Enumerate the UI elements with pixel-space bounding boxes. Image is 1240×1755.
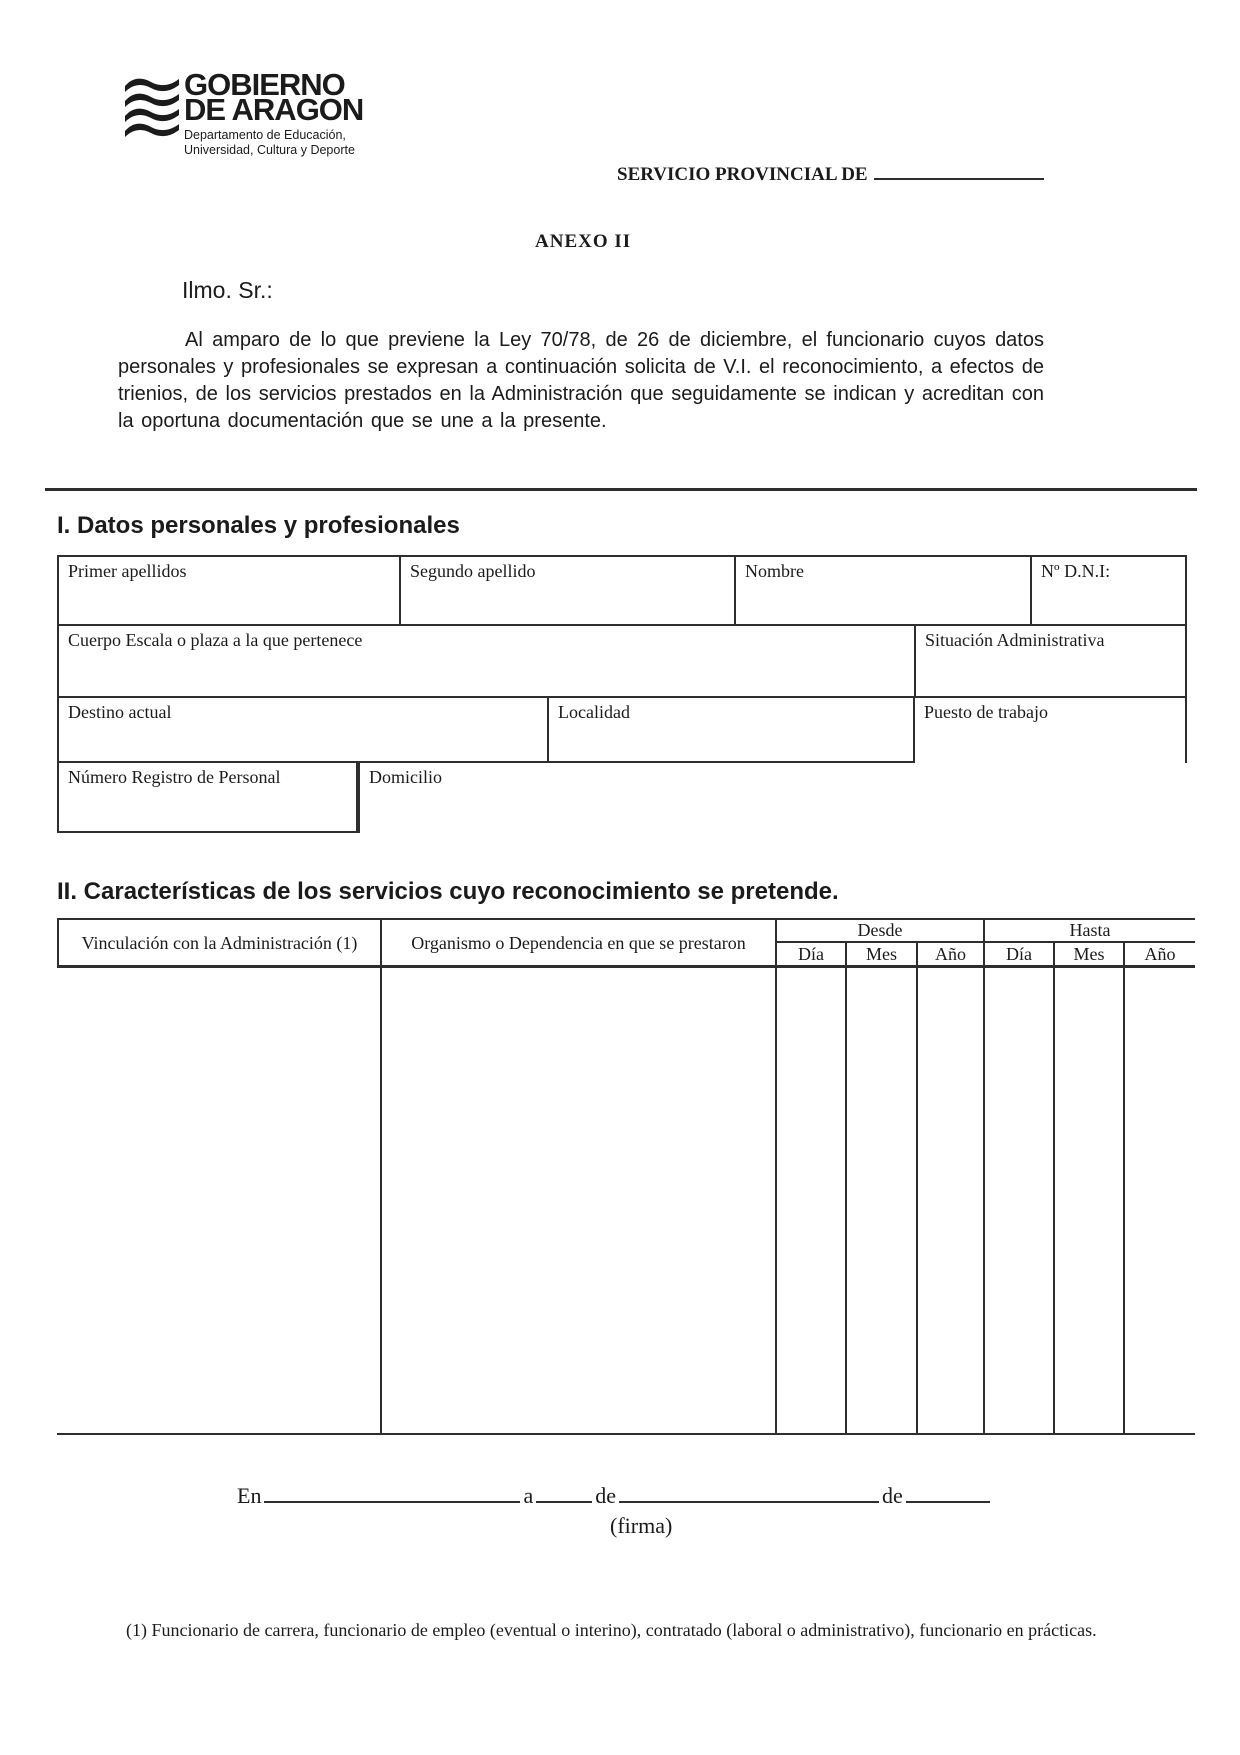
table-row	[57, 626, 1187, 698]
date-columns-header	[777, 920, 1195, 965]
field-label: Nº D.N.I:	[1041, 561, 1111, 581]
field-segundo-apellido[interactable]	[399, 557, 734, 624]
field-label: Cuerpo Escala o plaza a la que pertenece	[68, 630, 363, 650]
field-nombre[interactable]	[734, 557, 1030, 624]
section-divider-rule	[45, 488, 1197, 491]
personal-data-table	[57, 555, 1187, 833]
sig-en-label: En	[237, 1483, 262, 1508]
services-table-header	[57, 918, 1195, 968]
field-cuerpo-escala[interactable]	[59, 626, 914, 696]
column-line	[1123, 968, 1125, 1433]
date-sub-row	[777, 943, 1195, 965]
intro-paragraph: Al amparo de lo que previene la Ley 70/78, de 26 de diciembre, el funcionario cuyos datos personales y profesionales se expresan a continuación solicita de V.I. el reconocimiento, a efectos de trienios, de los servicios prestados en la Administración que seguidamente se indican y acreditan con la oportuna documentación que se une a la presente.	[118, 329, 1044, 432]
column-header-desde-ano: Año	[918, 943, 985, 965]
sig-day-blank[interactable]	[536, 1481, 592, 1503]
field-puesto-trabajo[interactable]	[913, 698, 1185, 763]
column-header-organismo: Organismo o Dependencia en que se prestaron	[382, 920, 777, 965]
field-situacion-administrativa[interactable]	[914, 626, 1185, 696]
field-label: Primer apellidos	[68, 561, 187, 581]
column-header-vinculacion: Vinculación con la Administración (1)	[59, 920, 382, 965]
sig-de2-label: de	[881, 1483, 903, 1508]
table-row	[57, 763, 1187, 833]
column-header-hasta-mes: Mes	[1055, 943, 1125, 965]
column-line	[380, 968, 382, 1433]
logo-name-line1: GOBIERNO	[184, 67, 345, 102]
column-header-desde-mes: Mes	[847, 943, 918, 965]
logo-dept-line2: Universidad, Cultura y Deporte	[184, 143, 355, 157]
date-group-row	[777, 920, 1195, 943]
sig-year-blank[interactable]	[906, 1481, 990, 1503]
field-label: Número Registro de Personal	[68, 767, 281, 787]
sig-place-blank[interactable]	[264, 1481, 520, 1503]
anexo-title: ANEXO II	[535, 231, 632, 252]
field-primer-apellido[interactable]	[59, 557, 399, 624]
field-label: Puesto de trabajo	[924, 702, 1048, 722]
logo-name-line2: DE ARAGON	[184, 92, 364, 127]
servicio-provincial-label: SERVICIO PROVINCIAL DE	[617, 164, 868, 185]
firma-label: (firma)	[610, 1513, 673, 1538]
aragon-logo-icon	[125, 76, 179, 138]
services-rows-area[interactable]	[57, 968, 1195, 1435]
field-label: Domicilio	[369, 767, 442, 787]
column-line	[983, 968, 985, 1433]
gobierno-aragon-logo	[125, 67, 364, 158]
field-label: Nombre	[745, 561, 804, 581]
column-line	[916, 968, 918, 1433]
column-group-desde: Desde	[777, 920, 985, 941]
field-numero-registro[interactable]	[59, 763, 358, 833]
column-header-hasta-ano: Año	[1144, 943, 1176, 964]
field-domicilio[interactable]	[358, 763, 1187, 833]
column-line	[1053, 968, 1055, 1433]
section1-title: I. Datos personales y profesionales	[57, 512, 460, 539]
field-label: Localidad	[558, 702, 630, 722]
field-label: Destino actual	[68, 702, 172, 722]
sig-a-label: a	[523, 1483, 534, 1508]
logo-dept-line1: Departamento de Educación,	[184, 128, 346, 142]
field-label: Situación Administrativa	[925, 630, 1105, 650]
servicio-provincial-blank[interactable]	[874, 160, 1044, 180]
column-group-hasta: Hasta	[1069, 920, 1111, 940]
table-row	[57, 555, 1187, 626]
field-dni[interactable]	[1030, 557, 1185, 624]
sig-de1-label: de	[595, 1483, 616, 1508]
footnote: (1) Funcionario de carrera, funcionario de empleo (eventual o interino), contratado (laboral o administrativo), funcionario en prácticas.	[126, 1620, 1097, 1640]
field-localidad[interactable]	[547, 698, 913, 763]
signature-line	[237, 1481, 993, 1509]
salutation: Ilmo. Sr.:	[182, 277, 273, 303]
column-header-desde-dia: Día	[777, 943, 847, 965]
sig-month-blank[interactable]	[619, 1481, 879, 1503]
column-header-hasta-dia: Día	[985, 943, 1055, 965]
section2-title: II. Características de los servicios cuyo reconocimiento se pretende.	[57, 878, 839, 905]
column-line	[775, 968, 777, 1433]
field-label: Segundo apellido	[410, 561, 536, 581]
field-destino-actual[interactable]	[59, 698, 547, 763]
table-row	[57, 698, 1187, 763]
servicio-provincial-line	[617, 160, 1044, 186]
services-table	[57, 918, 1195, 1435]
column-line	[845, 968, 847, 1433]
